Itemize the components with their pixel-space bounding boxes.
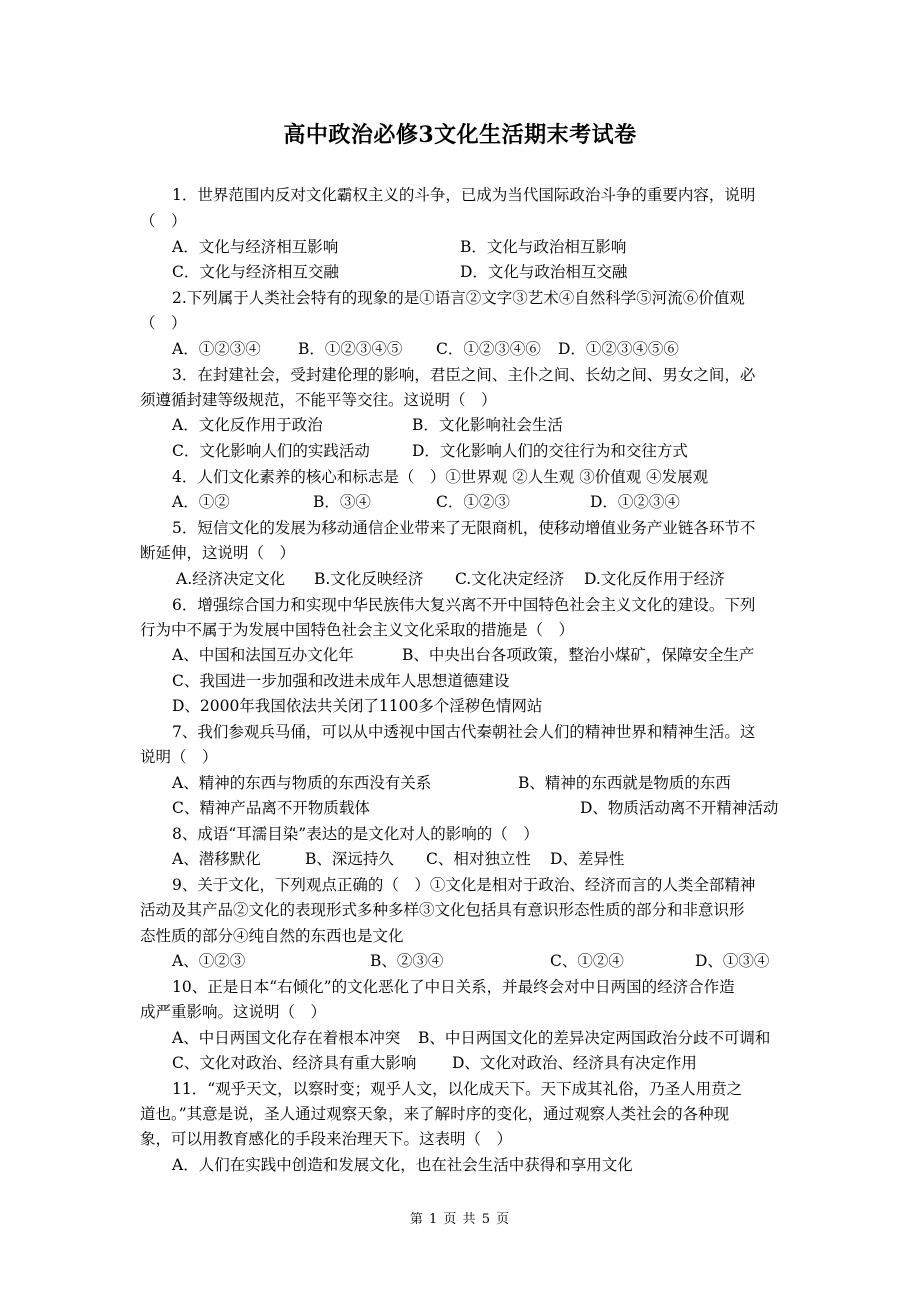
- question-8-option-c: C、相对独立性: [426, 850, 531, 868]
- question-9-option-a: A、①②③: [172, 952, 246, 970]
- question-2-option-c: C．①②③④⑥: [436, 340, 541, 358]
- question-3-option-d: D．文化影响人们的交往行为和交往方式: [412, 442, 688, 460]
- question-9-stem-line-1: 9、关于文化，下列观点正确的（ ）①文化是相对于政治、经济而言的人类全部精神: [172, 876, 756, 894]
- question-8-stem-line-1: 8、成语“耳濡目染”表达的是文化对人的影响的（ ）: [172, 825, 539, 843]
- question-1-option-d: D．文化与政治相互交融: [460, 263, 628, 281]
- question-3-option-a: A．文化反作用于政治: [172, 416, 323, 434]
- question-6-stem-line-1: 6．增强综合国力和实现中华民族伟大复兴离不开中国特色社会主义文化的建设。下列: [172, 596, 756, 614]
- question-5-option-c: C.文化决定经济: [455, 570, 565, 588]
- question-7-stem-line-1: 7、我们参观兵马俑，可以从中透视中国古代秦朝社会人们的精神世界和精神生活。这: [172, 723, 756, 741]
- question-2-option-a: A．①②③④: [172, 340, 261, 358]
- question-6-option-c: C、我国进一步加强和改进未成年人思想道德建设: [172, 672, 510, 690]
- question-6-option-a: A、中国和法国互办文化年: [172, 646, 354, 664]
- question-6-option-d: D、2000年我国依法共关闭了1100多个淫秽色情网站: [172, 697, 543, 715]
- page-footer: 第 1 页 共 5 页: [409, 1212, 511, 1227]
- question-2-stem-line-1: 2.下列属于人类社会特有的现象的是①语言②文字③艺术④自然科学⑤河流⑥价值观: [172, 289, 745, 307]
- question-8-option-b: B、深远持久: [305, 850, 394, 868]
- question-5-option-a: A.经济决定文化: [176, 570, 286, 588]
- question-4-option-d: D．①②③④: [590, 493, 680, 511]
- question-11-stem-line-1: 11．“观乎天文，以察时变；观乎人文，以化成天下。天下成其礼俗，乃圣人用贲之: [172, 1080, 743, 1098]
- question-1-stem-line-2: （ ）: [140, 212, 187, 230]
- question-9-stem-line-3: 态性质的部分④纯自然的东西也是文化: [140, 927, 404, 945]
- question-2-option-d: D．①②③④⑤⑥: [558, 340, 679, 358]
- question-3-stem-line-1: 3．在封建社会，受封建伦理的影响，君臣之间、主仆之间、长幼之间、男女之间，必: [172, 366, 756, 384]
- question-4-option-b: B．③④: [313, 493, 371, 511]
- question-9-stem-line-2: 活动及其产品②文化的表现形式多种多样③文化包括具有意识形态性质的部分和非意识形: [140, 901, 745, 919]
- question-9-option-b: B、②③④: [370, 952, 444, 970]
- question-4-option-c: C．①②③: [436, 493, 510, 511]
- question-7-option-a: A、精神的东西与物质的东西没有关系: [172, 774, 432, 792]
- question-8-option-a: A、潜移默化: [172, 850, 261, 868]
- question-2-option-b: B．①②③④⑤: [298, 340, 403, 358]
- question-10-stem-line-1: 10、正是日本“右倾化”的文化恶化了中日关系，并最终会对中日两国的经济合作造: [172, 978, 735, 996]
- question-10-option-d: D、文化对政治、经济具有决定作用: [452, 1054, 697, 1072]
- question-1-stem-line-1: 1．世界范围内反对文化霸权主义的斗争，已成为当代国际政治斗争的重要内容，说明: [172, 186, 756, 204]
- question-9-option-c: C、①②④: [550, 952, 624, 970]
- question-1-option-b: B．文化与政治相互影响: [460, 238, 627, 256]
- question-5-stem-line-1: 5．短信文化的发展为移动通信企业带来了无限商机，使移动增值业务产业链各环节不: [172, 519, 756, 537]
- question-7-stem-line-2: 说明（ ）: [140, 748, 218, 766]
- question-11-option-a: A．人们在实践中创造和发展文化，也在社会生活中获得和享用文化: [172, 1156, 633, 1174]
- question-1-option-c: C．文化与经济相互交融: [172, 263, 339, 281]
- question-8-option-d: D、差异性: [550, 850, 625, 868]
- question-11-stem-line-3: 象，可以用教育感化的手段来治理天下。这表明（ ）: [140, 1130, 513, 1148]
- question-3-option-c: C．文化影响人们的实践活动: [172, 442, 370, 460]
- question-5-option-b: B.文化反映经济: [314, 570, 424, 588]
- question-4-option-a: A．①②: [172, 493, 230, 511]
- question-6-option-b: B、中央出台各项政策，整治小煤矿，保障安全生产: [402, 646, 755, 664]
- question-5-stem-line-2: 断延伸，这说明（ ）: [140, 544, 296, 562]
- question-10-option-c: C、文化对政治、经济具有重大影响: [172, 1054, 417, 1072]
- page-title: 高中政治必修3文化生活期末考试卷: [283, 122, 637, 148]
- question-9-option-d: D、①③④: [695, 952, 770, 970]
- question-1-option-a: A．文化与经济相互影响: [172, 238, 339, 256]
- question-7-option-b: B、精神的东西就是物质的东西: [518, 774, 731, 792]
- question-6-stem-line-2: 行为中不属于为发展中国特色社会主义文化采取的措施是（ ）: [140, 621, 575, 639]
- question-11-stem-line-2: 道也。”其意是说，圣人通过观察天象，来了解时序的变化，通过观察人类社会的各种现: [140, 1105, 730, 1123]
- question-3-stem-line-2: 须遵循封建等级规范，不能平等交往。这说明（ ）: [140, 391, 497, 409]
- question-10-stem-line-2: 成严重影响。这说明（ ）: [140, 1003, 327, 1021]
- question-7-option-d: D、物质活动离不开精神活动: [580, 799, 779, 817]
- question-5-option-d: D.文化反作用于经济: [584, 570, 725, 588]
- question-7-option-c: C、精神产品离不开物质载体: [172, 799, 370, 817]
- question-10-option-a: A、中日两国文化存在着根本冲突: [172, 1029, 401, 1047]
- question-4-stem-line-1: 4．人们文化素养的核心和标志是（ ）①世界观 ②人生观 ③价值观 ④发展观: [172, 468, 709, 486]
- question-3-option-b: B．文化影响社会生活: [412, 416, 563, 434]
- question-10-option-b: B、中日两国文化的差异决定两国政治分歧不可调和: [418, 1029, 771, 1047]
- question-2-stem-line-2: （ ）: [140, 314, 187, 332]
